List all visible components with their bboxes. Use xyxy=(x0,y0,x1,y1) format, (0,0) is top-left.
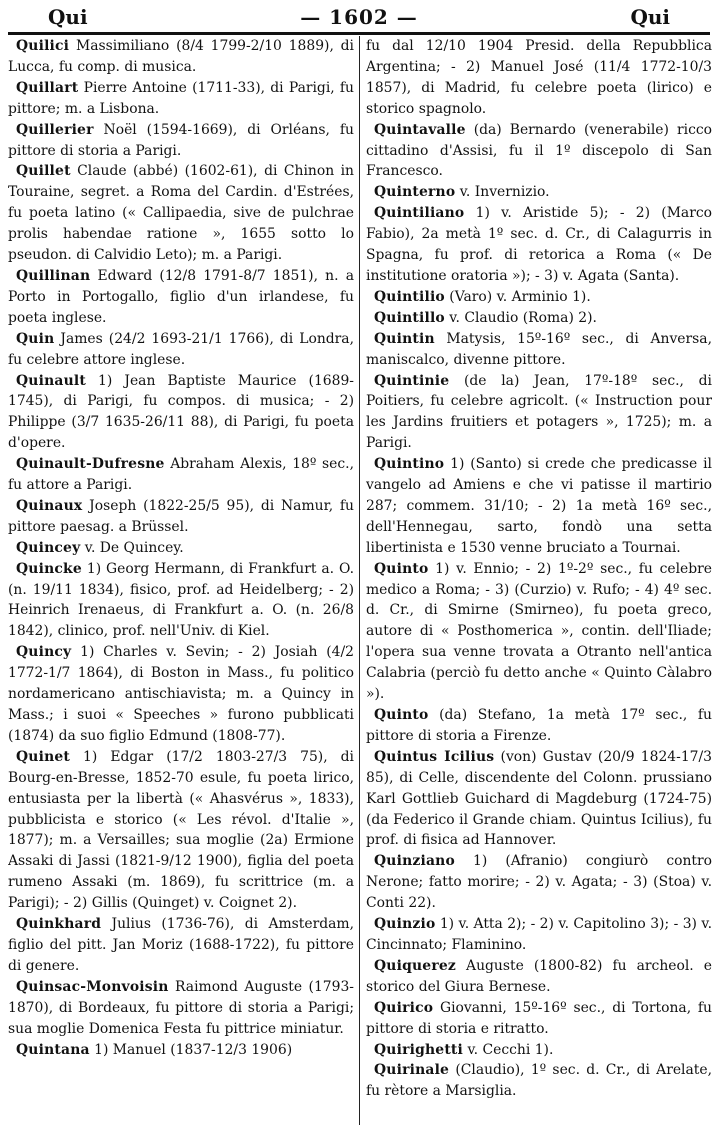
dictionary-entry xyxy=(8,78,354,120)
entry-headword: Quintillo xyxy=(374,309,445,326)
dictionary-entry xyxy=(366,371,712,455)
entry-headword: Quintino xyxy=(374,456,445,473)
entry-body: (Claudio), 1º sec. d. Cr., di Arelate, fu rètore a Marsiglia. xyxy=(366,1062,712,1100)
entry-headword: Quin xyxy=(16,330,55,347)
dictionary-entry xyxy=(366,956,712,998)
dictionary-entry xyxy=(8,747,354,914)
entry-body: 1) v. Aristide 5); - 2) (Marco Fabio), 2a metà 1º sec. d. Cr., di Calagurris in Spagna, fu prof. di retorica a Roma (« De institutione oratoria »); - 3) v. Agata (Santa). xyxy=(366,205,712,284)
entry-body: Noël (1594-1669), di Orléans, fu pittore di storia a Parigi. xyxy=(8,121,354,159)
entry-body: Claude (abbé) (1602-61), di Chinon in Touraine, segret. a Roma del Cardin. d'Estrées, fu poeta latino (« Callipaedia, sive de pulchrae prolis habendae ratione », 1655 sotto lo pseudon. di Calvidio Leto); m. a Parigi. xyxy=(8,163,354,264)
entry-body: Raimond Auguste (1793-1870), di Bordeaux, fu pittore di storia a Parigi; sua moglie Domenica Festa fu pittrice miniatur. xyxy=(8,978,354,1037)
page-number: — 1602 — xyxy=(300,5,418,29)
entry-headword: Quintana xyxy=(16,1041,90,1058)
dictionary-entry xyxy=(366,454,712,559)
dictionary-entry xyxy=(366,914,712,956)
entry-body: 1) (Santo) si crede che predicasse il vangelo ad Amiens e che vi patisse il martirio 287; commem. 31/10; - 2) 1a metà 16º sec., dell'Hennegau, sarto, fondò una setta libertinista e 1530 venne bruciato a Tournai. xyxy=(366,456,712,556)
entry-headword: Quintiliano xyxy=(374,205,465,222)
entry-body: Joseph (1822-25/5 95), di Namur, fu pittore paesag. a Brüssel. xyxy=(8,497,354,535)
entry-headword: Quilici xyxy=(16,38,70,54)
entry-body: 1) Jean Baptiste Maurice (1689-1745), di Parigi, fu compos. di musica; - 2) Philippe (3/7 1635-26/11 88), di Parigi, fu poeta d'opere. xyxy=(8,372,354,452)
entry-body: Edward (12/8 1791-8/7 1851), n. a Porto in Portogallo, figlio d'un irlandese, fu poeta inglese. xyxy=(8,267,354,326)
dictionary-entry xyxy=(366,851,712,914)
entry-headword: Quillart xyxy=(16,79,79,96)
dictionary-entry xyxy=(366,287,712,308)
entry-headword: Quinto xyxy=(374,560,429,577)
entry-body: Matysis, 15º-16º sec., di Anversa, maniscalco, divenne pittore. xyxy=(366,330,712,368)
entry-body: 1) v. Ennio; - 2) 1º-2º sec., fu celebre medico a Roma; - 3) (Curzio) v. Rufo; - 4) 4º sec. d. Cr., di Smirne (Smirneo), fu poeta greco, autore di « Posthomerica », contin. dell'Iliade; l'opera sua venne trovata a Otranto nell'antica Calabria (perciò fu detto anche « Quinto Càlabro »). xyxy=(366,560,712,703)
entry-body: Abraham Alexis, 18º sec., fu attore a Parigi. xyxy=(8,456,354,494)
dictionary-entry xyxy=(366,182,712,203)
entry-body: v. De Quincey. xyxy=(80,539,184,556)
page-header xyxy=(8,2,710,35)
entry-headword: Quinault xyxy=(16,372,86,389)
dictionary-entry xyxy=(366,705,712,747)
entry-body: (de la) Jean, 17º-18º sec., di Poitiers, fu celebre agricolt. (« Instruction pour les Jardins fruitiers et potagers », 1725); m. a Parigi. xyxy=(366,372,712,452)
entry-headword: Quinaux xyxy=(16,497,83,514)
entry-body: 1) Manuel (1837-12/3 1906) xyxy=(89,1041,293,1058)
entry-body: (von) Gustav (20/9 1824-17/3 85), di Celle, discendente del Colonn. prussiano Karl Gottlieb Guichard di Magdeburg (1724-75) (da Federico il Grande chiam. Quintus Icilius), fu prof. di fisica ad Hannover. xyxy=(366,748,712,849)
dictionary-entry xyxy=(8,642,354,747)
dictionary-entry xyxy=(366,120,712,183)
entry-headword: Quinto xyxy=(374,707,429,723)
entry-headword: Quiquerez xyxy=(374,957,456,974)
entry-body: Massimiliano (8/4 1799-2/10 1889), di Lucca, fu comp. di musica. xyxy=(8,38,354,75)
entry-body: Julius (1736-76), di Amsterdam, figlio del pitt. Jan Moriz (1688-1722), fu pittore di genere. xyxy=(8,916,354,974)
dictionary-entry xyxy=(8,266,354,329)
entry-body: 1) Edgar (17/2 1803-27/3 75), di Bourg-en-Bresse, 1852-70 esule, fu poeta lirico, entusiasta per la libertà (« Ahasvérus », 1833), pubblicista e storico (« Les révol. d'Italie », 1877); m. a Versailles; sua moglie (2a) Ermione Assaki di Jassi (1821-9/12 1900), figlia del poeta rumeno Assaki (m. 1869), fu scrittrice (m. a Parigi); - 2) Gillis (Quinget) v. Coignet 2). xyxy=(8,748,354,912)
dictionary-entry xyxy=(366,308,712,329)
dictionary-entry xyxy=(366,36,712,120)
entry-headword: Quintus Icilius xyxy=(374,748,495,765)
entry-body: v. Cecchi 1). xyxy=(463,1041,554,1058)
entry-headword: Quinziano xyxy=(374,853,455,870)
dictionary-entry xyxy=(366,329,712,371)
entry-headword: Quinterno xyxy=(374,184,456,201)
entry-body: 1) v. Atta 2); - 2) v. Capitolino 3); - 3) v. Cincinnato; Flaminino. xyxy=(366,916,712,953)
dictionary-entry xyxy=(8,120,354,162)
left-column xyxy=(8,36,359,1125)
entry-headword: Quirighetti xyxy=(374,1041,464,1058)
entry-headword: Quirinale xyxy=(374,1062,450,1079)
entry-headword: Quillerier xyxy=(16,121,94,138)
entry-headword: Quillinan xyxy=(16,267,91,284)
dictionary-entry xyxy=(8,161,354,266)
dictionary-entry xyxy=(8,977,354,1040)
running-head-right: Qui xyxy=(630,5,670,29)
entry-body: (da) Stefano, 1a metà 17º sec., fu pittore di storia a Firenze. xyxy=(366,707,712,744)
entry-headword: Quirico xyxy=(374,999,434,1016)
entry-body: v. Claudio (Roma) 2). xyxy=(444,309,597,326)
entry-body: James (24/2 1693-21/1 1766), di Londra, fu celebre attore inglese. xyxy=(8,330,354,368)
entry-headword: Quintilio xyxy=(374,288,445,305)
dictionary-entry xyxy=(8,559,354,643)
entry-headword: Quillet xyxy=(16,163,71,180)
entry-body: Giovanni, 15º-16º sec., di Tortona, fu pittore di storia e ritratto. xyxy=(366,999,712,1037)
right-column xyxy=(360,36,712,1125)
dictionary-entry xyxy=(366,998,712,1040)
dictionary-entry xyxy=(8,36,354,78)
entry-headword: Quinault-Dufresne xyxy=(16,456,165,473)
entry-headword: Quincke xyxy=(16,560,82,577)
dictionary-entry xyxy=(8,329,354,371)
running-head-left: Qui xyxy=(48,5,88,29)
entry-body: (da) Bernardo (venerabile) ricco cittadino d'Assisi, fu il 1º discepolo di San Francesco. xyxy=(366,121,712,180)
entry-headword: Quinzio xyxy=(374,916,436,933)
entry-headword: Quincey xyxy=(16,539,81,556)
entry-body: 1) Charles v. Sevin; - 2) Josiah (4/2 1772-1/7 1864), di Boston in Mass., fu politico nordamericano antischiavista; m. a Quincy in Mass.; i suoi « Speeches » furono pubblicati (1874) da suo figlio Edmund (1808-77). xyxy=(8,644,354,744)
entry-body: fu dal 12/10 1904 Presid. della Repubblica Argentina; - 2) Manuel José (11/4 1772-10/3 1857), di Madrid, fu celebre poeta (lirico) e storico spagnolo. xyxy=(366,38,712,117)
entry-headword: Quinkhard xyxy=(16,916,102,933)
dictionary-entry xyxy=(366,1040,712,1061)
entry-headword: Quinet xyxy=(16,748,71,765)
dictionary-entry xyxy=(8,371,354,455)
dictionary-entry xyxy=(366,1060,712,1102)
dictionary-entry xyxy=(366,203,712,287)
entry-headword: Quintinie xyxy=(374,372,450,389)
dictionary-entry xyxy=(8,496,354,538)
entry-body: v. Invernizio. xyxy=(455,184,550,201)
entry-body: (Varo) v. Arminio 1). xyxy=(444,288,591,305)
dictionary-entry xyxy=(8,538,354,559)
entry-headword: Quintavalle xyxy=(374,121,466,138)
dictionary-entry xyxy=(366,747,712,852)
entry-body: Auguste (1800-82) fu archeol. e storico del Giura Bernese. xyxy=(366,957,712,995)
text-columns xyxy=(8,36,712,1125)
dictionary-entry xyxy=(8,1040,354,1061)
entry-headword: Quinsac-Monvoisin xyxy=(16,978,169,995)
entry-body: 1) (Afranio) congiurò contro Nerone; fatto morire; - 2) v. Agata; - 3) (Stoa) v. Conti 22). xyxy=(366,853,712,912)
entry-body: 1) Georg Hermann, di Frankfurt a. O. (n. 19/11 1834), fisico, prof. ad Heidelberg; - 2) Heinrich Irenaeus, di Frankfurt a. O. (n. 26/8 1842), clinico, prof. nell'Univ. di Kiel. xyxy=(8,560,354,640)
entry-headword: Quincy xyxy=(16,644,72,661)
dictionary-entry xyxy=(8,914,354,977)
dictionary-entry xyxy=(366,559,712,705)
dictionary-entry xyxy=(8,454,354,496)
entry-body: Pierre Antoine (1711-33), di Parigi, fu pittore; m. a Lisbona. xyxy=(8,79,354,117)
entry-headword: Quintin xyxy=(374,330,435,347)
